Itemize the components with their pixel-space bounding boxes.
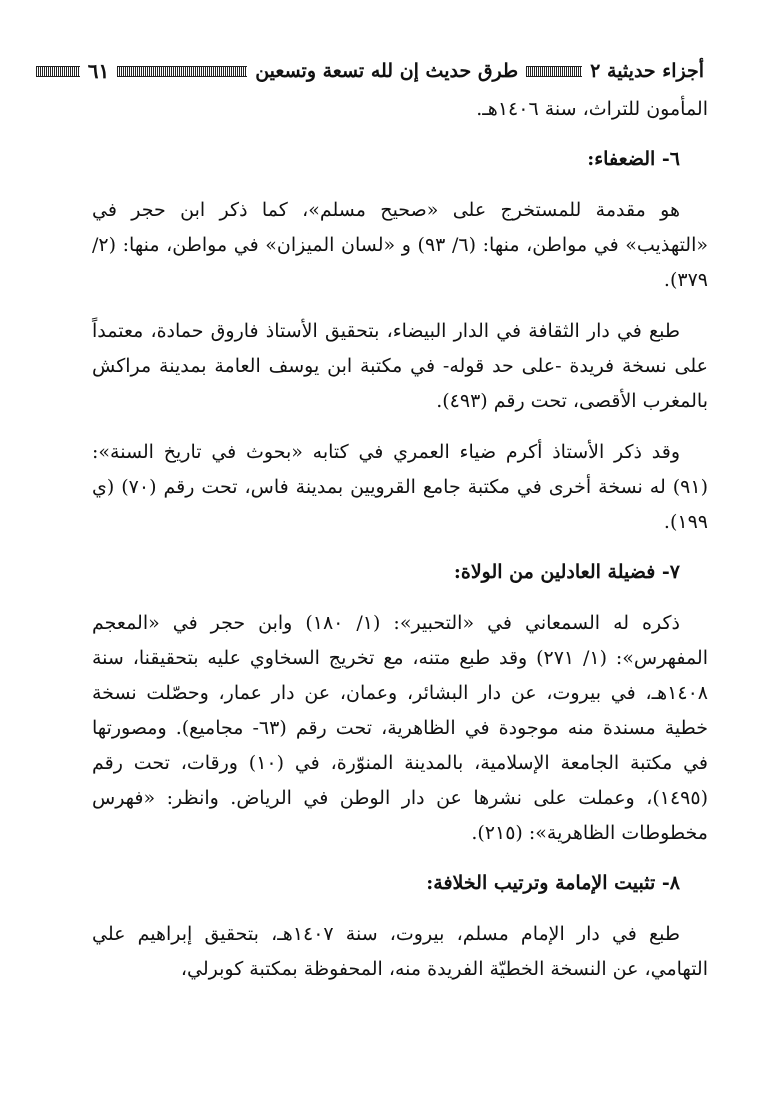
header-book-title: أجزاء حديثية ٢ [590, 60, 704, 82]
header-rule-left [36, 66, 80, 77]
paragraph: طبع في دار الإمام مسلم، بيروت، سنة ١٤٠٧هـ، بتحقيق إبراهيم علي التهامي، عن النسخة الخطيّة الفريدة منه، المحفوظة بمكتبة كوبرلي، [92, 923, 708, 980]
page-number: ٦١ [87, 59, 110, 83]
paragraph: طبع في دار الثقافة في الدار البيضاء، بتحقيق الأستاذ فاروق حمادة، معتمداً على نسخة فريدة -على حد قوله- في مكتبة ابن يوسف العامة بمدينة مراكش بالمغرب الأقصى، تحت رقم (٤٩٣). [92, 320, 708, 412]
running-header [87, 54, 704, 88]
paragraph: ذكره له السمعاني في «التحبير»: (١/ ١٨٠) وابن حجر في «المعجم المفهرس»: (١/ ٢٧١) وقد طبع متنه، مع تخريج السخاوي عليه بتحقيقنا، سنة ١٤٠٨هـ، في بيروت، عن دار البشائر، وعمان، عن دار عمار، وحصّلت نسخة خطية مسندة منه موجودة في الظاهرية، تحت رقم (٦٣- مجاميع). ومصورتها في مكتبة الجامعة الإسلامية، بالمدينة المنوّرة، في (١٠) ورقات، تحت رقم (١٤٩٥)، وعملت على نشرها عن دار الوطن في الرياض. وانظر: «فهرس مخطوطات الظاهرية»: (٢١٥). [92, 612, 709, 844]
paragraph: وقد ذكر الأستاذ أكرم ضياء العمري في كتابه «بحوث في تاريخ السنة»: (٩١) له نسخة أخرى في مكتبة جامع القرويين بمدينة فاس، تحت رقم (٧٠) (ي ١٩٩). [92, 441, 708, 533]
paragraph: هو مقدمة للمستخرج على «صحيح مسلم»، كما ذكر ابن حجر في «التهذيب» في مواطن، منها: (٦/ ٩٣) و «لسان الميزان» في مواطن، منها: (٢/ ٣٧٩). [92, 199, 708, 291]
section-heading-7: ٧- فضيلة العادلين من الولاة: [453, 561, 680, 583]
header-chapter-title: طرق حديث إن لله تسعة وتسعين [255, 60, 519, 82]
continued-paragraph: المأمون للتراث، سنة ١٤٠٦هـ. [476, 98, 708, 120]
header-rule-right [526, 66, 582, 77]
page-body [92, 92, 708, 1003]
section-heading-6: ٦- الضعفاء: [587, 148, 680, 170]
header-rule-middle [117, 66, 247, 77]
section-heading-8: ٨- تثبيت الإمامة وترتيب الخلافة: [426, 872, 680, 894]
